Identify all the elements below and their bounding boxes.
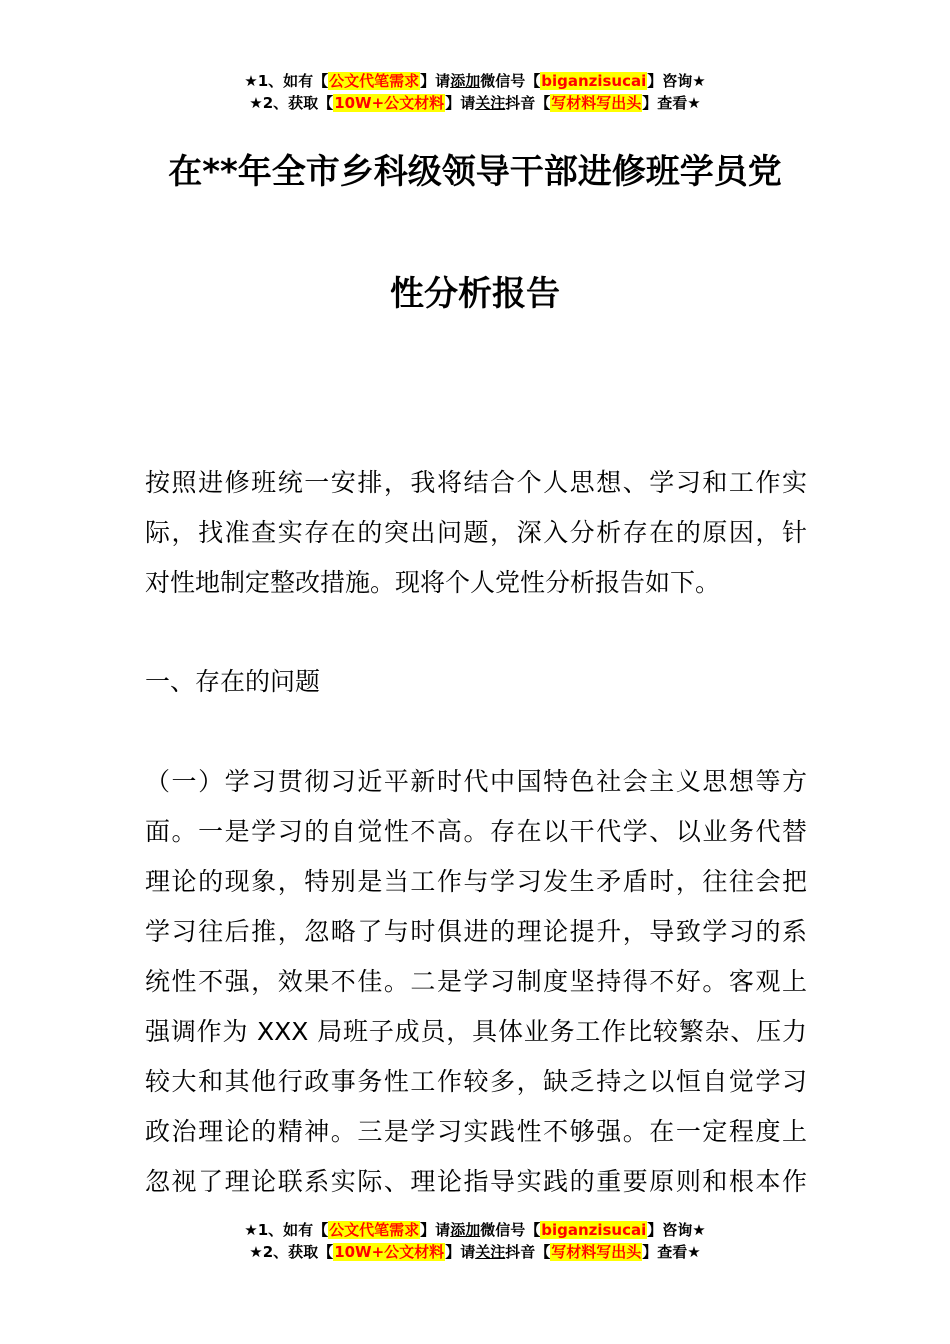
promo-text: 】咨询★ xyxy=(647,1221,706,1239)
intro-paragraph xyxy=(145,458,807,608)
promo-text: 】查看★ xyxy=(642,1243,701,1261)
text-line: 理论的现象，特别是当工作与学习发生矛盾时，往往会把 xyxy=(145,867,807,896)
promo-text: 微信号【 xyxy=(480,72,541,90)
promo-text: 】请 xyxy=(445,1243,476,1261)
promo-text: ★1、如有【 xyxy=(244,72,329,90)
promo-line-2 xyxy=(0,92,950,114)
promo-highlight: 写材料写出头 xyxy=(551,94,642,112)
promo-text: 】请 xyxy=(420,72,451,90)
promo-line-1 xyxy=(0,70,950,92)
promo-underline: 关注 xyxy=(475,94,506,112)
promo-text: 抖音【 xyxy=(505,94,551,112)
promo-line-2 xyxy=(0,1241,950,1263)
text-line: 按照进修班统一安排，我将结合个人思想、学习和工作实 xyxy=(145,468,807,497)
promo-highlight: biganzisucai xyxy=(541,1221,647,1239)
promo-line-1 xyxy=(0,1219,950,1241)
promo-highlight: 10W+公文材料 xyxy=(334,1243,445,1261)
promo-banner-bottom xyxy=(0,1219,950,1263)
text-line: 政治理论的精神。三是学习实践性不够强。在一定程度上 xyxy=(145,1117,807,1146)
promo-underline: 添加 xyxy=(450,1221,481,1239)
promo-underline: 关注 xyxy=(475,1243,506,1261)
document-title-line-1: 在**年全市乡科级领导干部进修班学员党 xyxy=(168,152,782,192)
promo-highlight: 写材料写出头 xyxy=(551,1243,642,1261)
section-heading: 一、存在的问题 xyxy=(145,667,321,696)
text-line: 际，找准查实存在的突出问题，深入分析存在的原因，针 xyxy=(145,518,807,547)
promo-highlight: 公文代笔需求 xyxy=(329,1221,420,1239)
text-line: 忽视了理论联系实际、理论指导实践的重要原则和根本作 xyxy=(145,1167,807,1196)
promo-text: ★1、如有【 xyxy=(244,1221,329,1239)
promo-highlight: 10W+公文材料 xyxy=(334,94,445,112)
promo-text: ★2、获取【 xyxy=(249,1243,334,1261)
promo-text: 】请 xyxy=(445,94,476,112)
text-line: 学习往后推，忽略了与时俱进的理论提升，导致学习的系 xyxy=(145,917,807,946)
problem-paragraph xyxy=(145,757,807,1207)
document-title-line-2: 性分析报告 xyxy=(390,274,560,314)
promo-text: 抖音【 xyxy=(505,1243,551,1261)
promo-underline: 添加 xyxy=(450,72,481,90)
promo-banner-top xyxy=(0,70,950,114)
text-line: （一）学习贯彻习近平新时代中国特色社会主义思想等方 xyxy=(145,767,807,796)
promo-text: 】咨询★ xyxy=(647,72,706,90)
promo-text: 】查看★ xyxy=(642,94,701,112)
promo-text: ★2、获取【 xyxy=(249,94,334,112)
promo-text: 】请 xyxy=(420,1221,451,1239)
text-line: 面。一是学习的自觉性不高。存在以干代学、以业务代替 xyxy=(145,817,807,846)
promo-highlight: biganzisucai xyxy=(541,72,647,90)
text-line: 强调作为 XXX 局班子成员，具体业务工作比较繁杂、压力 xyxy=(145,1017,807,1046)
text-line: 对性地制定整改措施。现将个人党性分析报告如下。 xyxy=(145,568,721,597)
text-line: 较大和其他行政事务性工作较多，缺乏持之以恒自觉学习 xyxy=(145,1067,807,1096)
promo-text: 微信号【 xyxy=(480,1221,541,1239)
promo-highlight: 公文代笔需求 xyxy=(329,72,420,90)
text-line: 统性不强，效果不佳。二是学习制度坚持得不好。客观上 xyxy=(145,967,807,996)
